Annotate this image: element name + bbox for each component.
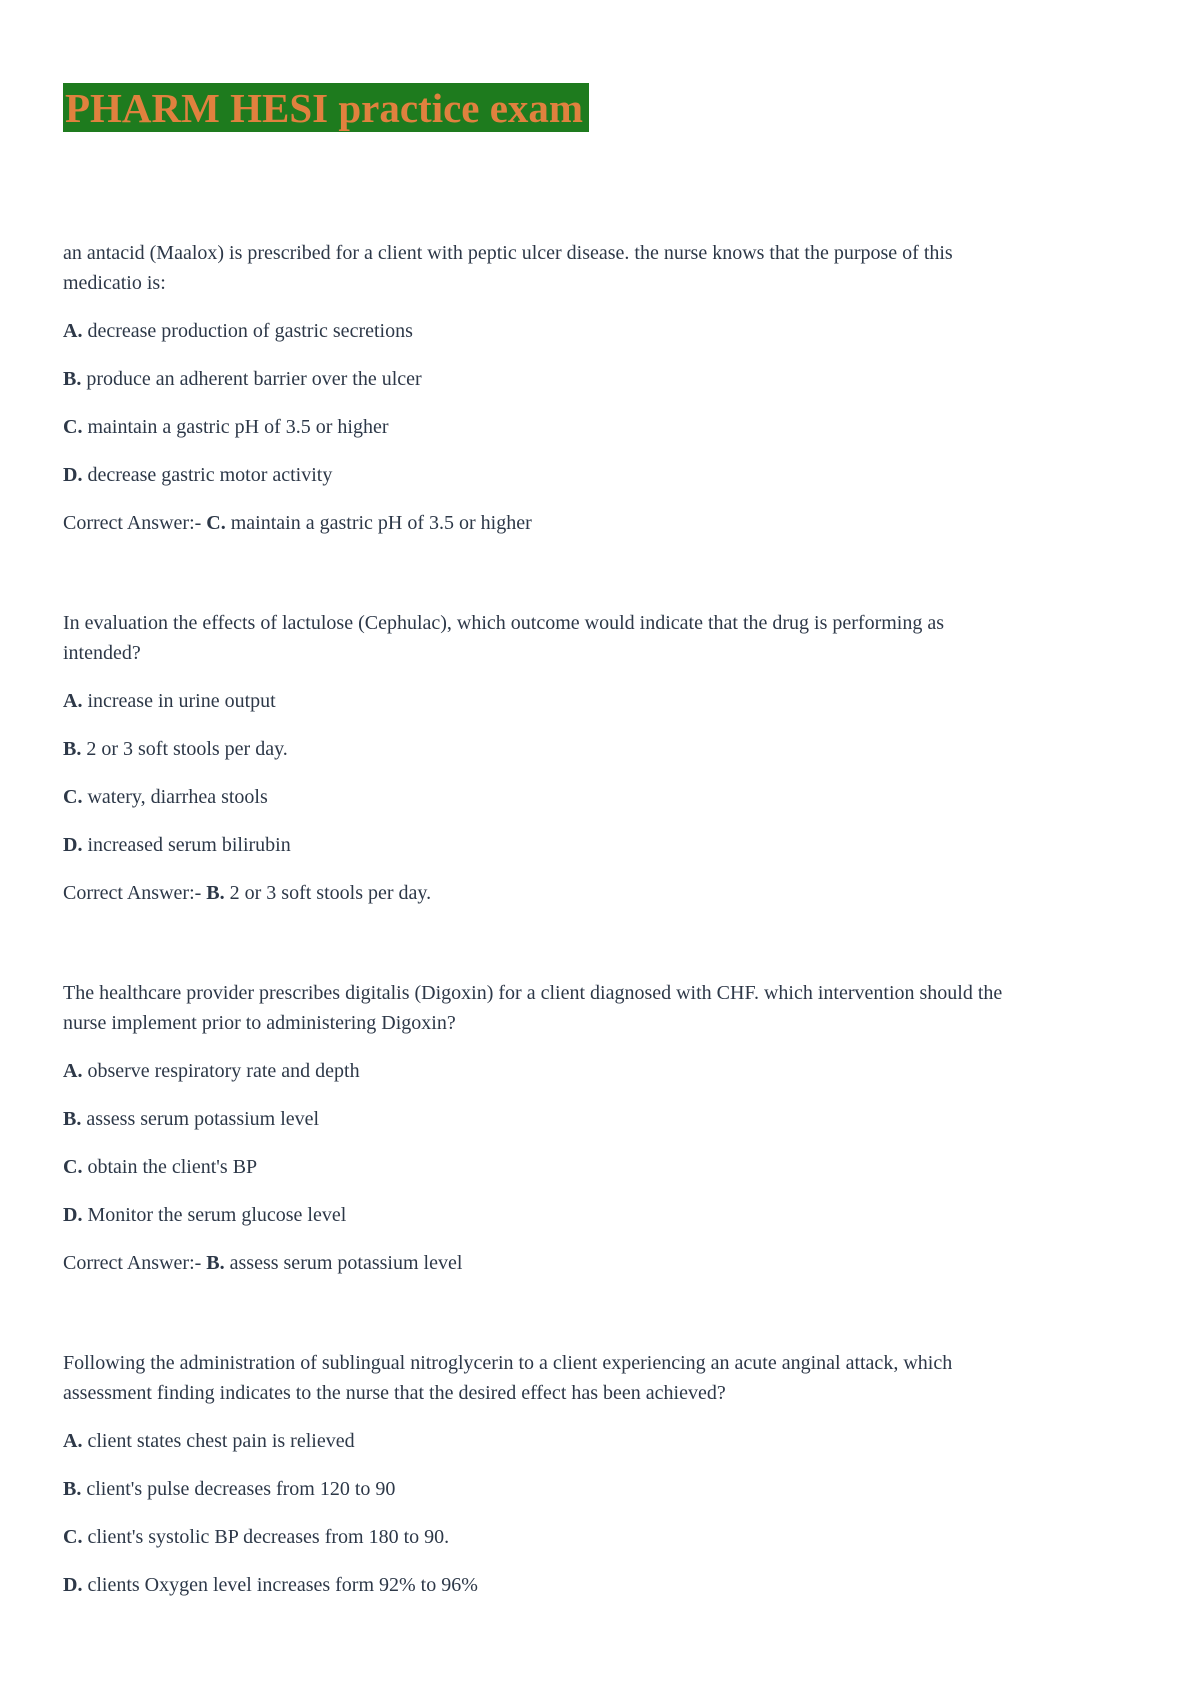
answer-option-a: [63, 1056, 1025, 1086]
option-text: client's pulse decreases from 120 to 90: [86, 1478, 396, 1500]
correct-answer-line: [63, 508, 1025, 538]
answer-option-c: [63, 782, 1025, 812]
correct-answer-letter: B.: [206, 882, 225, 904]
answer-option-a: [63, 686, 1025, 716]
question-block: [63, 238, 1025, 538]
questions-container: [63, 238, 1025, 1600]
answer-option-c: [63, 1522, 1025, 1552]
option-letter: D.: [63, 464, 83, 486]
option-text: produce an adherent barrier over the ulcer: [86, 368, 422, 390]
answer-option-b: [63, 1474, 1025, 1504]
option-text: client states chest pain is relieved: [87, 1430, 355, 1452]
option-text: increase in urine output: [87, 690, 276, 712]
correct-answer-line: [63, 1248, 1025, 1278]
answer-option-c: [63, 412, 1025, 442]
question-text: The healthcare provider prescribes digitalis (Digoxin) for a client diagnosed with CHF. which intervention should the nurse implement prior to administering Digoxin?: [63, 982, 1003, 1034]
option-letter: C.: [63, 1526, 83, 1548]
correct-answer-text: assess serum potassium level: [229, 1252, 463, 1274]
correct-answer-label: Correct Answer:-: [63, 1252, 202, 1274]
answer-option-b: [63, 734, 1025, 764]
correct-answer-letter: B.: [206, 1252, 225, 1274]
answer-option-b: [63, 364, 1025, 394]
option-letter: D.: [63, 834, 83, 856]
answer-option-a: [63, 316, 1025, 346]
option-letter: D.: [63, 1204, 83, 1226]
answer-option-d: [63, 1200, 1025, 1230]
question-block: [63, 1348, 1025, 1600]
answer-option-d: [63, 1570, 1025, 1600]
answer-option-a: [63, 1426, 1025, 1456]
option-text: Monitor the serum glucose level: [87, 1204, 347, 1226]
option-letter: A.: [63, 1430, 83, 1452]
question-text: an antacid (Maalox) is prescribed for a client with peptic ulcer disease. the nurse knows that the purpose of this medicatio is:: [63, 242, 953, 294]
option-text: decrease production of gastric secretions: [87, 320, 413, 342]
option-text: clients Oxygen level increases form 92% to 96%: [87, 1574, 478, 1596]
option-text: obtain the client's BP: [87, 1156, 258, 1178]
option-text: maintain a gastric pH of 3.5 or higher: [87, 416, 389, 438]
option-text: assess serum potassium level: [86, 1108, 320, 1130]
answer-option-d: [63, 830, 1025, 860]
answer-option-b: [63, 1104, 1025, 1134]
option-letter: C.: [63, 786, 83, 808]
option-text: 2 or 3 soft stools per day.: [86, 738, 288, 760]
option-letter: A.: [63, 320, 83, 342]
question-block: [63, 608, 1025, 908]
correct-answer-label: Correct Answer:-: [63, 882, 202, 904]
answer-option-d: [63, 460, 1025, 490]
title-row: [63, 84, 1191, 132]
option-text: watery, diarrhea stools: [87, 786, 268, 808]
correct-answer-text: 2 or 3 soft stools per day.: [229, 882, 432, 904]
page-title: PHARM HESI practice exam: [63, 83, 589, 132]
option-letter: A.: [63, 1060, 83, 1082]
correct-answer-label: Correct Answer:-: [63, 512, 202, 534]
option-letter: C.: [63, 1156, 83, 1178]
option-text: decrease gastric motor activity: [87, 464, 333, 486]
option-text: increased serum bilirubin: [87, 834, 291, 856]
option-letter: B.: [63, 1108, 82, 1130]
question-text: Following the administration of sublingual nitroglycerin to a client experiencing an acute anginal attack, which assessment finding indicates to the nurse that the desired effect has been achieved?: [63, 1352, 953, 1404]
question-block: [63, 978, 1025, 1278]
option-letter: B.: [63, 1478, 82, 1500]
answer-option-c: [63, 1152, 1025, 1182]
option-letter: B.: [63, 738, 82, 760]
option-letter: C.: [63, 416, 83, 438]
question-text: In evaluation the effects of lactulose (Cephulac), which outcome would indicate that the drug is performing as intended?: [63, 612, 945, 664]
option-text: observe respiratory rate and depth: [87, 1060, 360, 1082]
correct-answer-text: maintain a gastric pH of 3.5 or higher: [230, 512, 532, 534]
option-text: client's systolic BP decreases from 180 to 90.: [87, 1526, 450, 1548]
option-letter: D.: [63, 1574, 83, 1596]
correct-answer-line: [63, 878, 1025, 908]
option-letter: A.: [63, 690, 83, 712]
option-letter: B.: [63, 368, 82, 390]
correct-answer-letter: C.: [206, 512, 226, 534]
